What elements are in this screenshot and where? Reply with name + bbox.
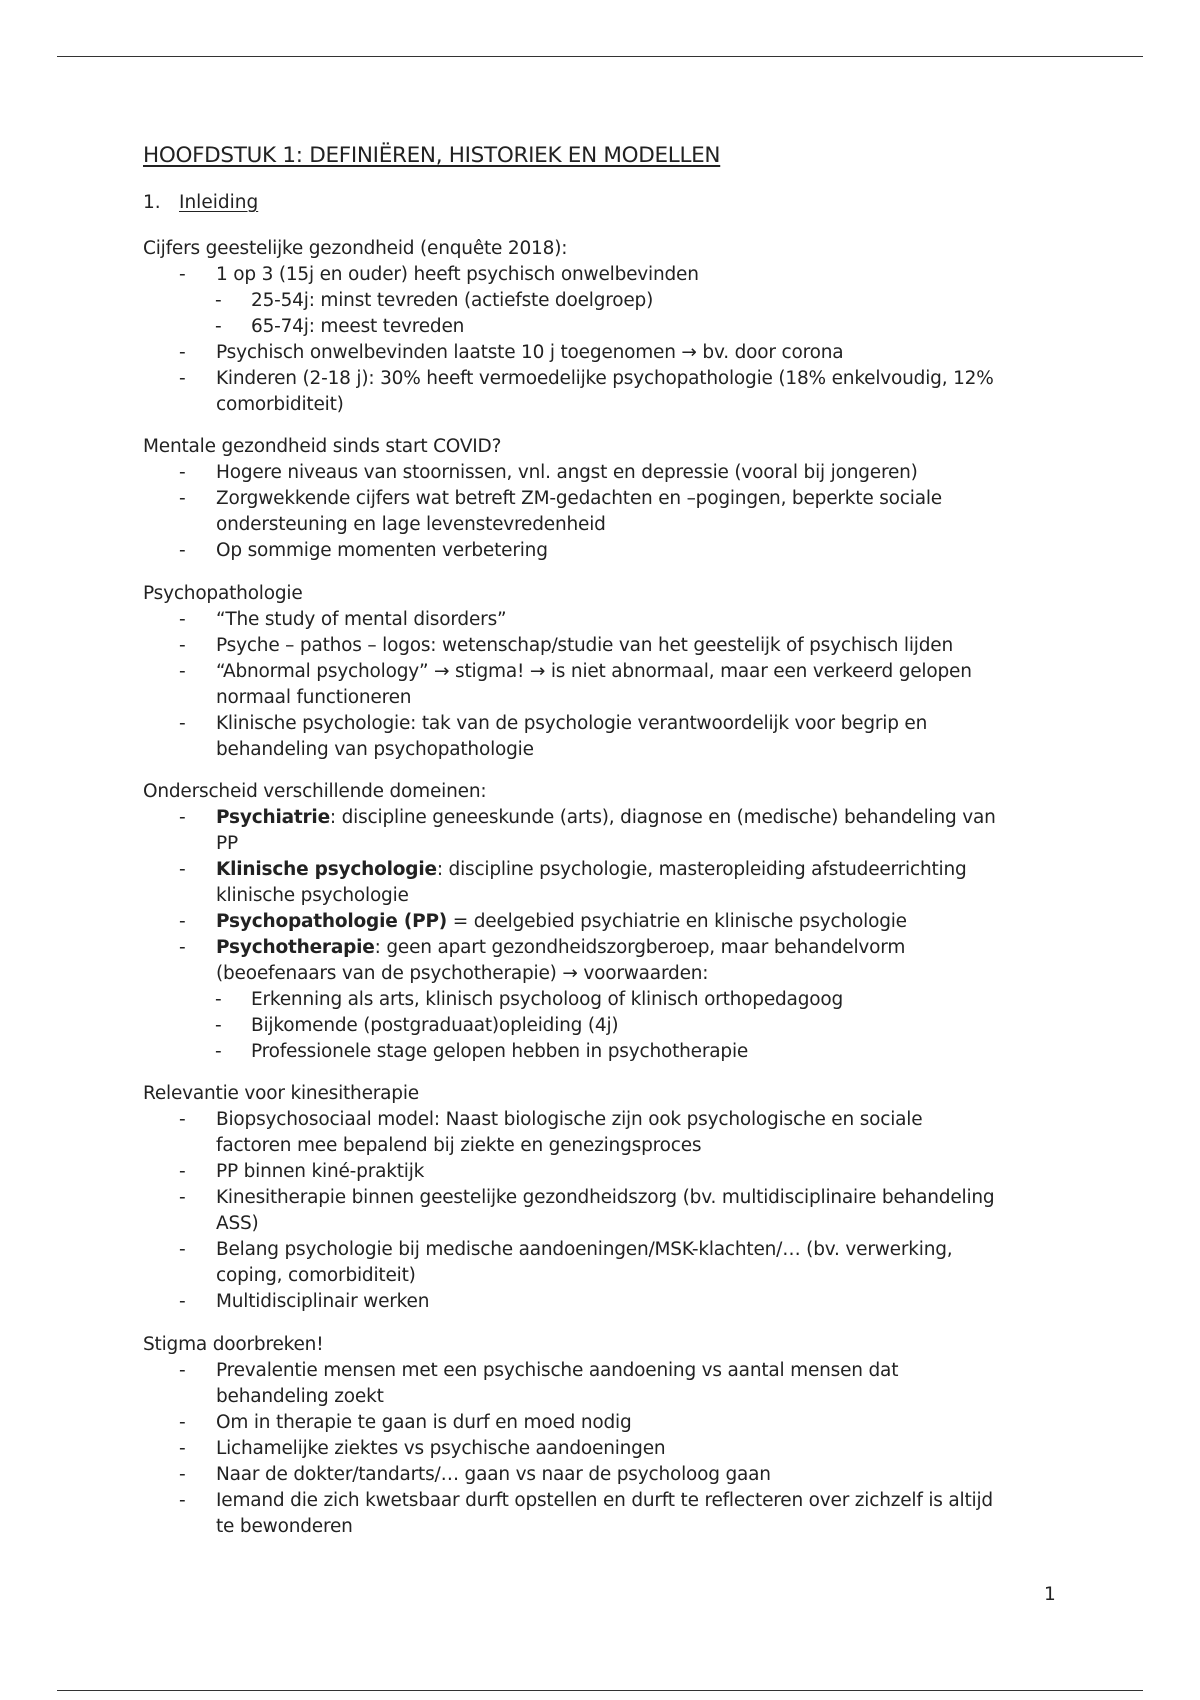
section-number: 1. (143, 192, 161, 213)
term-psychopathologie: Psychopathologie (PP) (216, 911, 448, 932)
list-item: Professionele stage gelopen hebben in psychotherapie (251, 1041, 749, 1062)
list-item: 65-74j: meest tevreden (251, 316, 465, 337)
list-item: Kinesitherapie binnen geestelijke gezondheidszorg (bv. multidisciplinaire behandeling (216, 1187, 995, 1208)
list-item (216, 858, 967, 882)
definition: : geen apart gezondheidszorgberoep, maar behandelvorm (374, 937, 906, 958)
heading-covid: Mentale gezondheid sinds start COVID? (143, 436, 502, 457)
heading-domeinen: Onderscheid verschillende domeinen: (143, 781, 487, 802)
definition: : discipline geneeskunde (arts), diagnose en (medische) behandeling van (329, 807, 996, 828)
list-item: Lichamelijke ziektes vs psychische aandoeningen (216, 1438, 666, 1459)
bullet-dash: - (215, 1015, 222, 1036)
term-psychotherapie: Psychotherapie (216, 937, 375, 958)
bullet-dash: - (179, 264, 186, 285)
bullet-dash: - (179, 1412, 186, 1433)
bullet-dash: - (179, 368, 186, 389)
bullet-dash: - (179, 1239, 186, 1260)
bullet-dash: - (215, 1041, 222, 1062)
bullet-dash: - (179, 713, 186, 734)
list-item: Op sommige momenten verbetering (216, 540, 548, 561)
list-item: “Abnormal psychology” → stigma! → is niet abnormaal, maar een verkeerd gelopen (216, 661, 972, 682)
bullet-dash: - (179, 1187, 186, 1208)
heading-kinesitherapie: Relevantie voor kinesitherapie (143, 1083, 419, 1104)
list-item: Zorgwekkende cijfers wat betreft ZM-gedachten en –pogingen, beperkte sociale (216, 488, 942, 509)
list-item (216, 806, 996, 830)
list-item: Om in therapie te gaan is durf en moed nodig (216, 1412, 632, 1433)
list-item: Hogere niveaus van stoornissen, vnl. angst en depressie (vooral bij jongeren) (216, 462, 918, 483)
definition: : discipline psychologie, masteropleiding afstudeerrichting (436, 859, 967, 880)
list-item-continued: behandeling van psychopathologie (216, 739, 534, 760)
page-number: 1 (1044, 1584, 1056, 1605)
heading-stigma: Stigma doorbreken! (143, 1334, 324, 1355)
bullet-dash: - (215, 989, 222, 1010)
chapter-title: HOOFDSTUK 1: DEFINIËREN, HISTORIEK EN MODELLEN (143, 143, 721, 168)
bullet-dash: - (179, 342, 186, 363)
list-item-continued: klinische psychologie (216, 885, 409, 906)
list-item: Multidisciplinair werken (216, 1291, 430, 1312)
list-item-continued: (beoefenaars van de psychotherapie) → voorwaarden: (216, 963, 709, 984)
bullet-dash: - (179, 1109, 186, 1130)
list-item: Naar de dokter/tandarts/… gaan vs naar de psycholoog gaan (216, 1464, 771, 1485)
bullet-dash: - (179, 911, 186, 932)
bullet-dash: - (179, 1490, 186, 1511)
list-item-continued: factoren mee bepalend bij ziekte en genezingsproces (216, 1135, 702, 1156)
footer-rule (57, 1690, 1143, 1691)
list-item: “The study of mental disorders” (216, 609, 507, 630)
list-item: Belang psychologie bij medische aandoeningen/MSK-klachten/… (bv. verwerking, (216, 1239, 953, 1260)
section-title: Inleiding (179, 192, 259, 213)
bullet-dash: - (179, 937, 186, 958)
bullet-dash: - (179, 1464, 186, 1485)
heading-cijfers: Cijfers geestelijke gezondheid (enquête 2018): (143, 238, 568, 259)
list-item-continued: PP (216, 833, 238, 854)
list-item: 25-54j: minst tevreden (actiefste doelgroep) (251, 290, 654, 311)
bullet-dash: - (179, 462, 186, 483)
list-item-continued: normaal functioneren (216, 687, 412, 708)
list-item: PP binnen kiné-praktijk (216, 1161, 425, 1182)
definition: = deelgebied psychiatrie en klinische psychologie (447, 911, 907, 932)
term-klinische-psychologie: Klinische psychologie (216, 859, 437, 880)
list-item-continued: coping, comorbiditeit) (216, 1265, 416, 1286)
bullet-dash: - (179, 540, 186, 561)
term-psychiatrie: Psychiatrie (216, 807, 330, 828)
list-item-continued: ASS) (216, 1213, 259, 1234)
heading-psychopathologie: Psychopathologie (143, 583, 303, 604)
list-item-continued: comorbiditeit) (216, 394, 344, 415)
bullet-dash: - (179, 1360, 186, 1381)
bullet-dash: - (215, 316, 222, 337)
bullet-dash: - (179, 1161, 186, 1182)
list-item: Psychisch onwelbevinden laatste 10 j toegenomen → bv. door corona (216, 342, 844, 363)
header-rule (57, 56, 1143, 57)
bullet-dash: - (179, 635, 186, 656)
bullet-dash: - (179, 859, 186, 880)
list-item: Klinische psychologie: tak van de psychologie verantwoordelijk voor begrip en (216, 713, 928, 734)
list-item (216, 936, 905, 960)
bullet-dash: - (179, 488, 186, 509)
list-item: 1 op 3 (15j en ouder) heeft psychisch onwelbevinden (216, 264, 699, 285)
bullet-dash: - (179, 1291, 186, 1312)
list-item: Prevalentie mensen met een psychische aandoening vs aantal mensen dat (216, 1360, 899, 1381)
list-item-continued: behandeling zoekt (216, 1386, 384, 1407)
list-item: Bijkomende (postgraduaat)opleiding (4j) (251, 1015, 619, 1036)
bullet-dash: - (179, 609, 186, 630)
bullet-dash: - (215, 290, 222, 311)
list-item: Iemand die zich kwetsbaar durft opstellen en durft te reflecteren over zichzelf is altijd (216, 1490, 993, 1511)
list-item (216, 910, 907, 934)
bullet-dash: - (179, 661, 186, 682)
bullet-dash: - (179, 1438, 186, 1459)
bullet-dash: - (179, 807, 186, 828)
list-item-continued: ondersteuning en lage levenstevredenheid (216, 514, 606, 535)
list-item-continued: te bewonderen (216, 1516, 353, 1537)
list-item: Biopsychosociaal model: Naast biologische zijn ook psychologische en sociale (216, 1109, 923, 1130)
list-item: Psyche – pathos – logos: wetenschap/studie van het geestelijk of psychisch lijden (216, 635, 953, 656)
list-item: Kinderen (2-18 j): 30% heeft vermoedelijke psychopathologie (18% enkelvoudig, 12% (216, 368, 994, 389)
list-item: Erkenning als arts, klinisch psycholoog of klinisch orthopedagoog (251, 989, 844, 1010)
